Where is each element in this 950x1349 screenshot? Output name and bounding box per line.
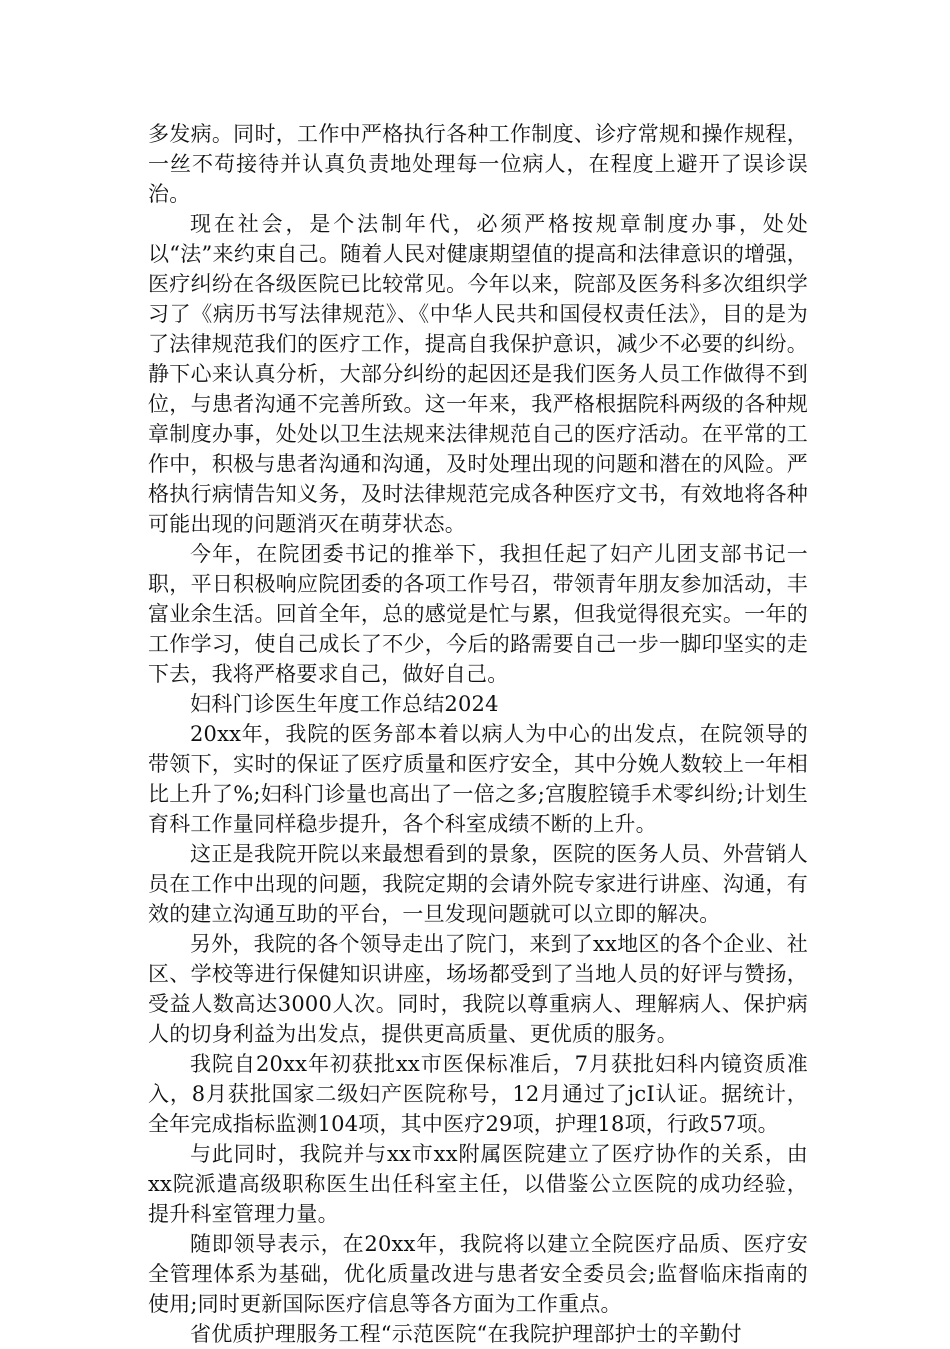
paragraph-continued: 多发病。同时，工作中严格执行各种工作制度、诊疗常规和操作规程，一丝不苟接待并认真负责地处理每一位病人，在程度上避开了误诊误治。 xyxy=(148,122,808,206)
paragraph-future-plans: 随即领导表示，在20xx年，我院将以建立全院医疗品质、医疗安全管理体系为基础，优化质量改进与患者安全委员会;监督临床指南的使用;同时更新国际医疗信息等各方面为工作重点。 xyxy=(148,1232,808,1316)
document-body xyxy=(148,119,808,1349)
paragraph-expert-lectures: 这正是我院开院以来最想看到的景象，医院的医务人员、外营销人员在工作中出现的问题，我院定期的会请外院专家进行讲座、沟通，有效的建立沟通互助的平台，一旦发现问题就可以立即的解决。 xyxy=(148,842,808,926)
paragraph-community-outreach: 另外，我院的各个领导走出了院门，来到了xx地区的各个企业、社区、学校等进行保健知识讲座，场场都受到了当地人员的好评与赞扬，受益人数高达3000人次。同时，我院以尊重病人、理解病人、保护病人的切身利益为出发点，提供更高质量、更优质的服务。 xyxy=(148,932,808,1046)
paragraph-accreditation: 我院自20xx年初获批xx市医保标准后，7月获批妇科内镜资质准入，8月获批国家二级妇产医院称号，12月通过了jcI认证。据统计，全年完成指标监测104项，其中医疗29项，护理18项，行政57项。 xyxy=(148,1052,808,1136)
paragraph-nursing-service: 省优质护理服务工程“示范医院“在我院护理部护士的辛勤付 xyxy=(190,1322,742,1346)
paragraph-legal-awareness: 现在社会，是个法制年代，必须严格按规章制度办事，处处以“法”来约束自己。随着人民对健康期望值的提高和法律意识的增强，医疗纠纷在各级医院已比较常见。今年以来，院部及医务科多次组织学习了《病历书写法律规范》、《中华人民共和国侵权责任法》，目的是为了法律规范我们的医疗工作，提高自我保护意识，减少不必要的纠纷。静下心来认真分析，大部分纠纷的起因还是我们医务人员工作做得不到位，与患者沟通不完善所致。这一年来，我严格根据院科两级的各种规章制度办事，处处以卫生法规来法律规范自己的医疗活动。在平常的工作中，积极与患者沟通和沟通，及时处理出现的问题和潜在的风险。严格执行病情告知义务，及时法律规范完成各种医疗文书，有效地将各种可能出现的问题消灭在萌芽状态。 xyxy=(148,212,808,536)
paragraph-annual-results: 20xx年，我院的医务部本着以病人为中心的出发点，在院领导的带领下，实时的保证了医疗质量和医疗安全，其中分娩人数较上一年相比上升了%;妇科门诊量也高出了一倍之多;宫腹腔镜手术零纠纷;计划生育科工作量同样稳步提升，各个科室成绩不断的上升。 xyxy=(148,722,808,836)
paragraph-youth-league: 今年，在院团委书记的推举下，我担任起了妇产儿团支部书记一职，平日积极响应院团委的各项工作号召，带领青年朋友参加活动，丰富业余生活。回首全年，总的感觉是忙与累，但我觉得很充实。一年的工作学习，使自己成长了不少，今后的路需要自己一步一脚印坚实的走下去，我将严格要求自己，做好自己。 xyxy=(148,542,808,686)
paragraph-cooperation: 与此同时，我院并与xx市xx附属医院建立了医疗协作的关系，由xx院派遣高级职称医生出任科室主任，以借鉴公立医院的成功经验，提升科室管理力量。 xyxy=(148,1142,808,1226)
section-title: 妇科门诊医生年度工作总结2024 xyxy=(190,692,499,716)
